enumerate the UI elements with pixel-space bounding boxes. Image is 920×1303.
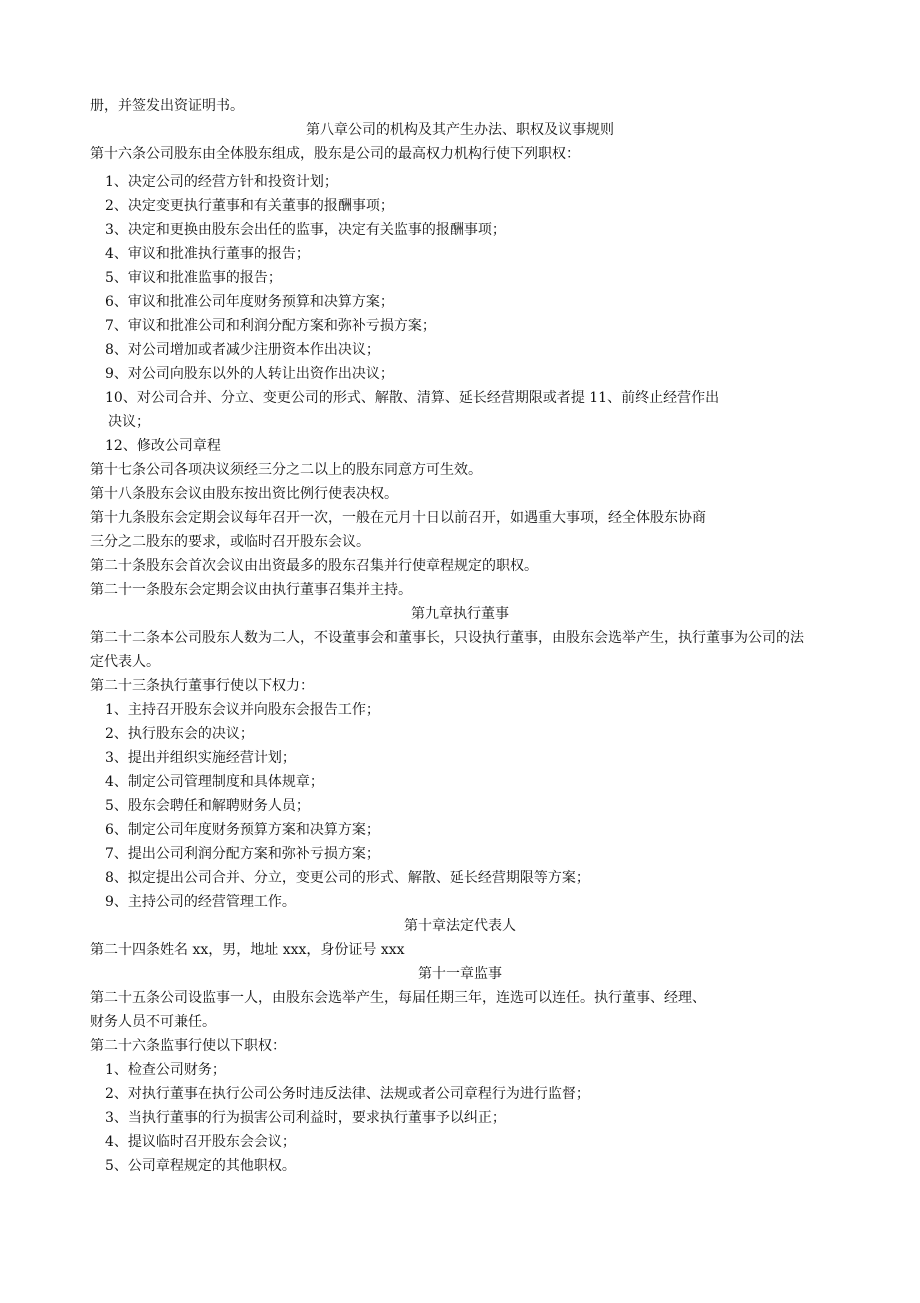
chapter-heading: 第八章公司的机构及其产生办法、职权及议事规则	[306, 122, 614, 138]
list-item-continuation: 决议；	[108, 414, 150, 430]
list-item: 1、决定公司的经营方针和投资计划；	[105, 174, 338, 190]
list-item: 4、制定公司管理制度和具体规章；	[105, 774, 324, 790]
list-item: 1、主持召开股东会议并向股东会报告工作；	[105, 702, 380, 718]
list-item: 7、审议和批准公司和利润分配方案和弥补亏损方案；	[105, 318, 436, 334]
chapter-heading: 第十一章监事	[418, 966, 502, 982]
document-page	[90, 94, 830, 1178]
list-item: 3、提出并组织实施经营计划；	[105, 750, 296, 766]
list-item: 2、对执行董事在执行公司公务时违反法律、法规或者公司章程行为进行监督；	[105, 1086, 590, 1102]
chapter-heading: 第十章法定代表人	[404, 918, 516, 934]
list-item: 5、公司章程规定的其他职权。	[105, 1158, 296, 1174]
list-item: 3、当执行董事的行为损害公司利益时，要求执行董事予以纠正；	[105, 1110, 506, 1126]
list-item: 6、审议和批准公司年度财务预算和决算方案；	[105, 294, 394, 310]
list-item: 6、制定公司年度财务预算方案和决算方案；	[105, 822, 380, 838]
paragraph-line: 第二十条股东会首次会议由出资最多的股东召集并行使章程规定的职权。	[90, 558, 538, 574]
paragraph-line: 第十六条公司股东由全体股东组成，股东是公司的最高权力机构行使下列职权：	[90, 146, 580, 162]
paragraph-line: 第二十四条姓名 xx，男，地址 xxx，身份证号 xxx	[90, 942, 405, 958]
paragraph-line: 第二十一条股东会定期会议由执行董事召集并主持。	[90, 582, 412, 598]
paragraph-line: 第二十六条监事行使以下职权：	[90, 1038, 286, 1054]
list-item: 3、决定和更换由股东会出任的监事，决定有关监事的报酬事项；	[105, 222, 506, 238]
paragraph-line: 册，并签发出资证明书。	[90, 98, 244, 114]
paragraph-line: 第二十二条本公司股东人数为二人，不设董事会和董事长，只设执行董事，由股东会选举产生，执行董事为公司的法	[90, 630, 804, 646]
list-item: 9、对公司向股东以外的人转让出资作出决议；	[105, 366, 394, 382]
list-item: 12、修改公司章程	[105, 438, 221, 454]
list-item: 5、审议和批准监事的报告；	[105, 270, 282, 286]
list-item: 8、拟定提出公司合并、分立，变更公司的形式、解散、延长经营期限等方案；	[105, 870, 590, 886]
list-item: 9、主持公司的经营管理工作。	[105, 894, 296, 910]
paragraph-line: 财务人员不可兼任。	[90, 1014, 216, 1030]
list-item: 2、执行股东会的决议；	[105, 726, 254, 742]
list-item: 2、决定变更执行董事和有关董事的报酬事项；	[105, 198, 394, 214]
paragraph-line: 定代表人。	[90, 654, 160, 670]
paragraph-line: 第二十三条执行董事行使以下权力：	[90, 678, 314, 694]
list-item: 8、对公司增加或者减少注册资本作出决议；	[105, 342, 380, 358]
list-item: 7、提出公司利润分配方案和弥补亏损方案；	[105, 846, 380, 862]
chapter-heading: 第九章执行董事	[411, 606, 509, 622]
paragraph-line: 第十八条股东会议由股东按出资比例行使表决权。	[90, 486, 398, 502]
paragraph-line: 第十七条公司各项决议须经三分之二以上的股东同意方可生效。	[90, 462, 482, 478]
paragraph-line: 三分之二股东的要求，或临时召开股东会议。	[90, 534, 370, 550]
list-item: 5、股东会聘任和解聘财务人员；	[105, 798, 310, 814]
paragraph-line: 第十九条股东会定期会议每年召开一次，一般在元月十日以前召开，如遇重大事项，经全体股东协商	[90, 510, 706, 526]
list-item: 1、检查公司财务；	[105, 1062, 226, 1078]
paragraph-line: 第二十五条公司设监事一人，由股东会选举产生，每届任期三年，连选可以连任。执行董事、经理、	[90, 990, 706, 1006]
list-item: 10、对公司合并、分立、变更公司的形式、解散、清算、延长经营期限或者提 11、前终止经营作出	[105, 390, 720, 406]
list-item: 4、提议临时召开股东会会议；	[105, 1134, 296, 1150]
list-item: 4、审议和批准执行董事的报告；	[105, 246, 310, 262]
